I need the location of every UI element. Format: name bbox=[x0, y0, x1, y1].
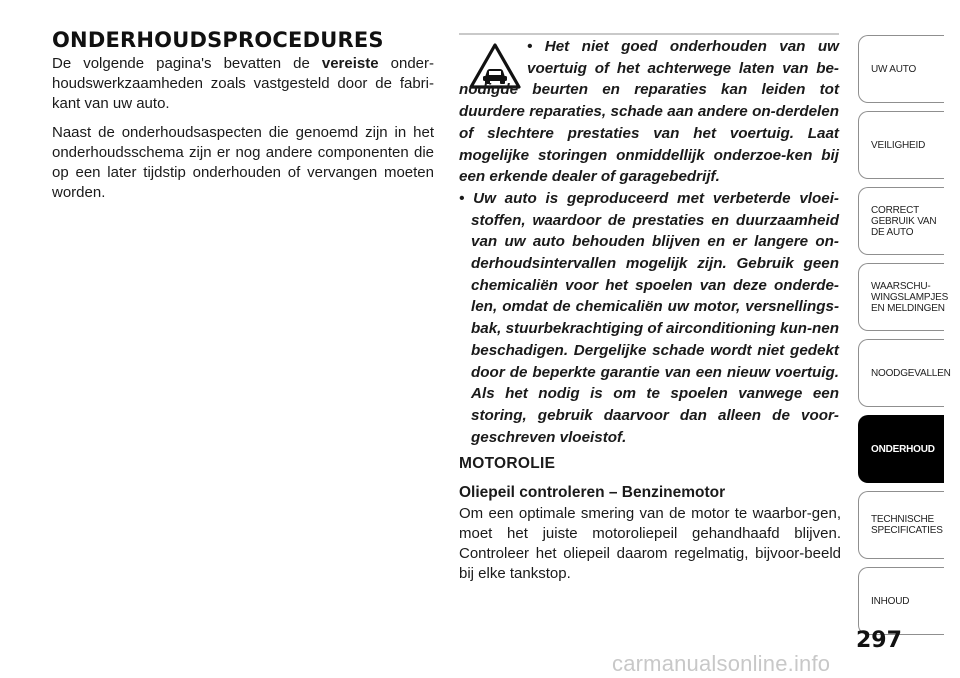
tab-uw-auto[interactable]: UW AUTO bbox=[858, 35, 944, 103]
section-title: MOTOROLIE bbox=[459, 455, 556, 472]
warning-top-rule bbox=[459, 33, 839, 35]
section-body: Om een optimale smering van de motor te waarbor-gen, moet het juiste motoroliepeil gehandhaafd blijven. Controleer het oliepeil daarom regelmatig, bijvoor-beeld bij elke tankstop. bbox=[459, 505, 841, 582]
tab-veiligheid[interactable]: VEILIGHEID bbox=[858, 111, 944, 179]
tab-onderhoud[interactable]: ONDERHOUD bbox=[858, 415, 944, 483]
page-number: 297 bbox=[856, 628, 902, 653]
section-subtitle: Oliepeil controleren – Benzinemotor bbox=[459, 484, 726, 501]
tab-inhoud[interactable]: INHOUD bbox=[858, 567, 944, 635]
tab-correct-gebruik[interactable]: CORRECT GEBRUIK VAN DE AUTO bbox=[858, 187, 944, 255]
warning-item-1: • Het niet goed onderhouden van uw voertuig of het achterwege laten van be-nodigde beurten en reparaties kan leiden tot duurdere reparaties, schade aan andere on-derdelen of slechtere prestaties van het voertuig. Laat mogelijke storingen onmiddellijk onderzoe-ken bij een erkende dealer of garagebedrijf. bbox=[459, 38, 839, 186]
watermark: carmanualsonline.info bbox=[612, 651, 831, 676]
warning-item-2: • Uw auto is geproduceerd met verbeterde vloei-stoffen, waardoor de prestaties en duurzaamheid van uw auto behouden blijven en er langere on-derhoudsintervallen mogelijk zijn. Gebruik geen chemicaliën voor het spoelen van deze onderde-len, omdat de chemicaliën uw motor, versnellings-bak, stuurbekrachtiging of airconditioning kun-nen beschadigen. Dergelijke schade wordt niet gedekt door de beperkte garantie van een nieuw voertuig. Als het nodig is om te spoelen vanwege een storing, gebruik daarvoor dan alleen de voor-geschreven vloeistof. bbox=[459, 189, 839, 446]
tab-noodgevallen[interactable]: NOODGEVALLEN bbox=[858, 339, 944, 407]
tab-technische-specificaties[interactable]: TECHNISCHE SPECIFICATIES bbox=[858, 491, 944, 559]
intro-paragraph-2: Naast de onderhoudsaspecten die genoemd zijn in het onderhoudsschema zijn er nog andere componenten die op een later tijdstip onderhouden of vervangen moeten worden. bbox=[52, 124, 434, 201]
intro-text bbox=[52, 54, 434, 212]
intro-paragraph-1: De volgende pagina's bevatten de vereiste onder-houdswerkzaamheden zoals vastgesteld door de fabri-kant van uw auto. bbox=[52, 55, 434, 112]
vereiste-bold: vereiste bbox=[321, 55, 379, 72]
tab-waarschuwingslampjes[interactable]: WAARSCHU- WINGSLAMPJES EN MELDINGEN bbox=[858, 263, 944, 331]
chapter-tabs bbox=[858, 35, 951, 643]
page-heading: ONDERHOUDSPROCEDURES bbox=[52, 28, 384, 52]
warning-box bbox=[459, 36, 839, 448]
